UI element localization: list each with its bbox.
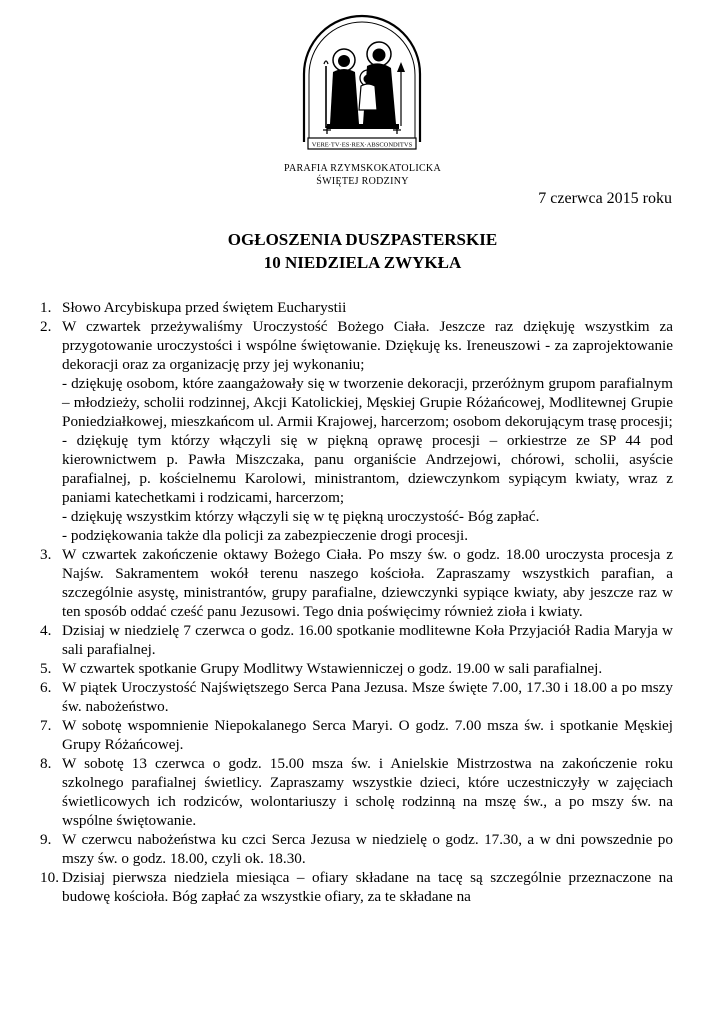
announcement-number: 8.	[40, 755, 52, 772]
announcement-text: W sobotę 13 czerwca o godz. 15.00 msza św. i Anielskie Mistrzostwa na zakończenie roku szkolnego parafialnej świetlicy. Zapraszamy wszystkie dzieci, które uczestniczyły w zajęciach świetlicowych ich rodziców, wolontariuszy i scholę rodzinną na mszę św., a po mszy św. na wspólne świętowanie.	[62, 755, 673, 829]
document-title: OGŁOSZENIA DUSZPASTERSKIE	[227, 230, 498, 249]
announcement-text: W czerwcu nabożeństwa ku czci Serca Jezusa w niedzielę o godz. 17.30, a w dni powszednie po mszy św. o godz. 18.00, czyli ok. 18.30.	[62, 831, 673, 867]
announcement-item	[40, 716, 673, 754]
announcement-item	[40, 621, 673, 659]
announcement-number: 3.	[40, 546, 52, 563]
announcement-number: 1.	[40, 299, 52, 316]
document-subtitle: 10 NIEDZIELA ZWYKŁA	[263, 253, 462, 272]
announcement-number: 2.	[40, 318, 52, 335]
announcement-item	[40, 317, 673, 545]
holy-family-logo	[297, 14, 427, 160]
announcement-text: - podziękowania także dla policji za zabezpieczenie drogi procesji.	[62, 527, 469, 544]
document-date: 7 czerwca 2015 roku	[538, 190, 672, 207]
parish-emblem	[297, 14, 427, 160]
parish-name-line1: PARAFIA RZYMSKOKATOLICKA	[284, 163, 441, 174]
announcement-text: Dzisiaj pierwsza niedziela miesiąca – ofiary składane na tacę są szczególnie przeznaczone na budowę kościoła. Bóg zapłać za wszystkie ofiary, za te składane na	[62, 869, 673, 905]
announcement-number: 6.	[40, 679, 52, 696]
announcement-text: W sobotę wspomnienie Niepokalanego Serca Maryi. O godz. 7.00 msza św. i spotkanie Męskiej Grupy Różańcowej.	[62, 717, 673, 753]
announcement-number: 10.	[40, 869, 59, 886]
announcement-text: W piątek Uroczystość Najświętszego Serca Pana Jezusa. Msze święte 7.00, 17.30 i 18.00 a po mszy św. nabożeństwo.	[62, 679, 673, 715]
announcement-text: W czwartek zakończenie oktawy Bożego Ciała. Po mszy św. o godz. 18.00 uroczysta procesja z Najśw. Sakramentem wokół terenu naszego kościoła. Zapraszamy wszystkich parafian, a szczególnie asystę, ministrantów, grupy parafialne, dziewczynki sypiące kwiaty, aby jeszcze raz w ten sposób oddać cześć panu Jezusowi. Tego dnia poświęcimy również zioła i kwiaty.	[62, 546, 673, 620]
announcement-number: 7.	[40, 717, 52, 734]
announcement-text: - dziękuję tym którzy włączyli się w piękną oprawę procesji – orkiestrze ze SP 44 pod kierownictwem p. Pawła Miszczaka, panu organiście Andrzejowi, chórowi, scholii, asyście parafialnej, p. kościelnemu Karolowi, ministrantom, dziewczynkom sypiącym kwiaty, wraz z paniami katechetkami i rodzicami, harcerzom;	[62, 432, 673, 506]
announcement-item	[40, 830, 673, 868]
announcement-number: 5.	[40, 660, 52, 677]
announcement-item	[40, 678, 673, 716]
announcement-item	[40, 659, 673, 678]
announcement-text: W czwartek przeżywaliśmy Uroczystość Bożego Ciała. Jeszcze raz dziękuję wszystkim za przygotowanie uroczystości i wspólne świętowanie. Dziękuję ks. Ireneuszowi - za zaprojektowanie dekoracji oraz za organizację przy jej wykonaniu;	[62, 318, 673, 373]
parish-name-line2: ŚWIĘTEJ RODZINY	[316, 176, 409, 187]
announcement-text: - dziękuję wszystkim którzy włączyli się w tę piękną uroczystość- Bóg zapłać.	[62, 508, 540, 525]
announcement-number: 4.	[40, 622, 52, 639]
announcement-list	[40, 298, 673, 906]
announcement-item	[40, 545, 673, 621]
announcement-item	[40, 754, 673, 830]
announcement-item	[40, 298, 673, 317]
announcement-text: - dziękuję osobom, które zaangażowały się w tworzenie dekoracji, przeróżnym grupom parafialnym – młodzieży, scholii rodzinnej, Akcji Katolickiej, Męskiej Grupie Różańcowej, Modlitewnej Grupie Poniedziałkowej, mieszkańcom ul. Armii Krajowej, harcerzom; osobom dekorującym trasę procesji;	[62, 375, 673, 430]
announcement-number: 9.	[40, 831, 52, 848]
announcement-text: W czwartek spotkanie Grupy Modlitwy Wstawienniczej o godz. 19.00 w sali parafialnej.	[62, 660, 603, 677]
announcement-item	[40, 868, 673, 906]
announcement-text: Dzisiaj w niedzielę 7 czerwca o godz. 16.00 spotkanie modlitewne Koła Przyjaciół Radia Maryja w sali parafialnej.	[62, 622, 673, 658]
seal-text: VERE·TV·ES·REX·ABSCONDITVS	[311, 141, 413, 149]
announcement-text: Słowo Arcybiskupa przed świętem Eucharystii	[62, 299, 347, 316]
